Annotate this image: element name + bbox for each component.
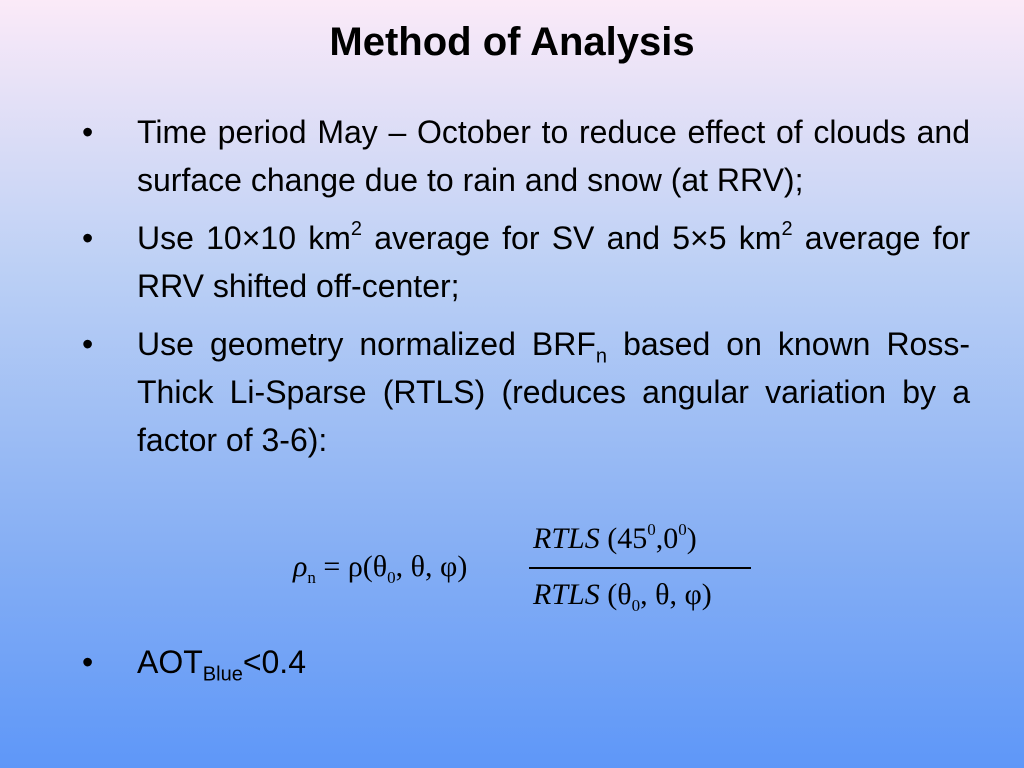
- formula-num-mid: ,0: [655, 522, 679, 555]
- bullet-list: [0, 108, 1024, 464]
- formula-den-open: (θ: [599, 578, 632, 611]
- fraction-bar: [529, 567, 751, 569]
- superscript: 2: [350, 218, 363, 241]
- formula-num-open: (45: [599, 522, 648, 555]
- bullet-item-brf: [0, 320, 1024, 464]
- formula-equals-rho: = ρ(θ: [315, 550, 388, 583]
- bullet-text-part: average for RRV shifted off-center;: [137, 220, 971, 304]
- superscript: 2: [781, 218, 793, 241]
- bullet-marker: •: [82, 220, 94, 256]
- formula-denominator: [533, 578, 712, 615]
- bullet-item-average: [0, 214, 1024, 310]
- bullet-marker: •: [82, 644, 94, 680]
- bullet-text: [137, 320, 970, 464]
- bullet-item-time-period: [0, 108, 1024, 204]
- formula-rtls: RTLS: [533, 522, 600, 555]
- formula-rtls: RTLS: [533, 578, 600, 611]
- bullet-text: [137, 638, 970, 686]
- formula-args: , θ, φ): [395, 550, 468, 583]
- subscript: Blue: [202, 663, 243, 686]
- subscript: n: [307, 568, 316, 587]
- bullet-text: [137, 214, 970, 310]
- bullet-item-aot: [0, 638, 1024, 686]
- formula-lhs: [293, 550, 468, 587]
- formula-numerator: [533, 522, 697, 556]
- brf-normalization-formula: [293, 518, 773, 618]
- bullet-text-part: average for SV and 5×5 km: [362, 220, 782, 256]
- slide-title: Method of Analysis: [329, 20, 695, 64]
- superscript: 0: [647, 520, 656, 539]
- bullet-text-part: based on known Ross-Thick Li-Sparse (RTLS) (reduces angular variation by a factor of 3-6):: [137, 326, 970, 458]
- bullet-marker: •: [82, 114, 94, 150]
- subscript: 0: [631, 596, 641, 615]
- formula-num-close: ): [686, 522, 697, 555]
- formula-den-rest: , θ, φ): [640, 578, 712, 611]
- bullet-text-part: Use 10×10 km: [137, 220, 351, 256]
- bullet-text: Time period May – October to reduce effect of clouds and surface change due to rain and snow (at RRV);: [137, 114, 970, 198]
- bullet-text-part: Use geometry normalized BRF: [137, 326, 596, 362]
- superscript: 0: [678, 520, 687, 539]
- formula-rho: ρ: [293, 550, 308, 583]
- bullet-text-part: AOT: [137, 644, 203, 680]
- bullet-marker: •: [82, 326, 94, 362]
- subscript: n: [595, 345, 608, 368]
- subscript: 0: [387, 568, 396, 587]
- bullet-text-part: <0.4: [242, 644, 306, 680]
